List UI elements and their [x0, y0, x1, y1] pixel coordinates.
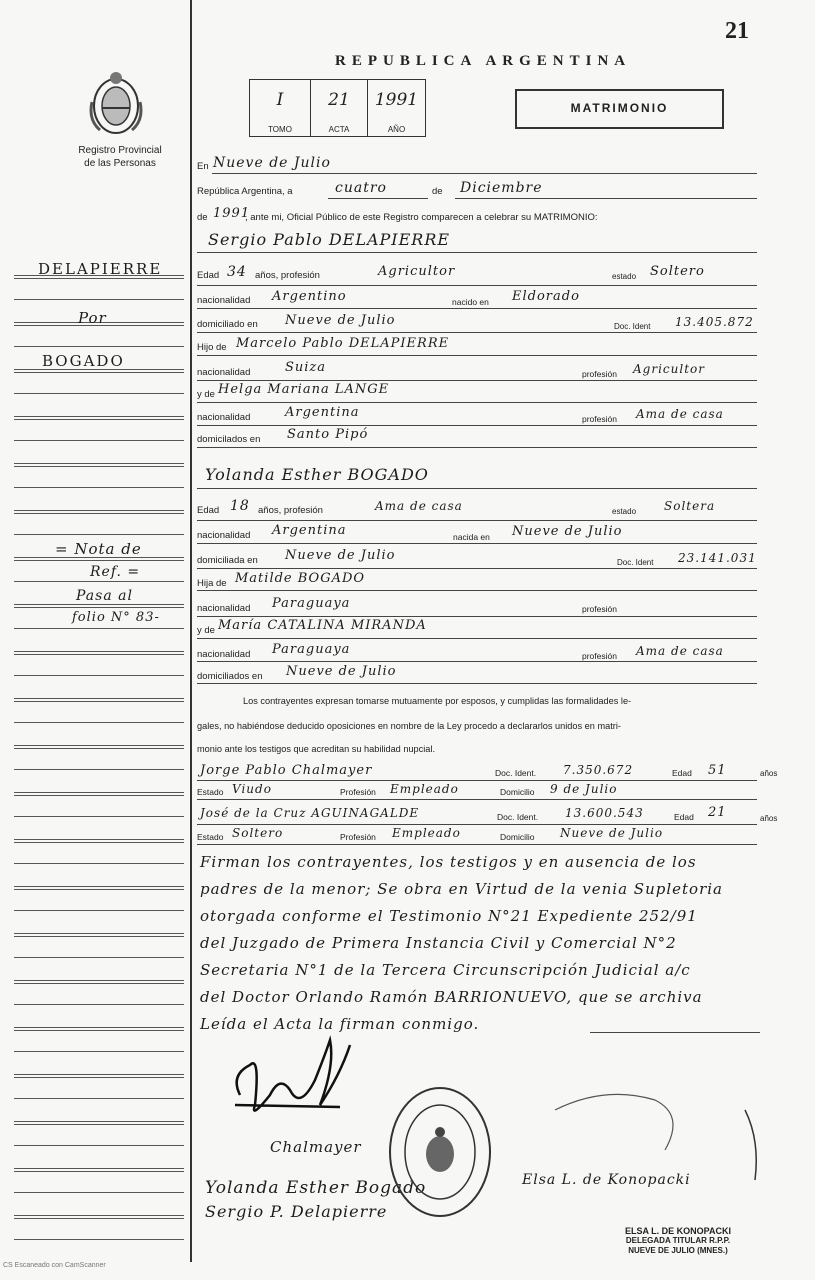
margin-rule	[14, 393, 184, 394]
groom-padre-prof: Agricultor	[633, 362, 705, 376]
bride-padre-nac: Paraguaya	[272, 596, 351, 611]
bride-estado-label: estado	[612, 507, 637, 516]
officer-place: NUEVE DE JULIO (MNES.)	[628, 1246, 728, 1255]
witness2-dom-label: Domicilio	[500, 832, 535, 842]
bride-name: Yolanda Esther BOGADO	[205, 465, 429, 484]
groom-dom-label: domiciliado en	[197, 319, 258, 330]
bride-padre-nac-label: nacionalidad	[197, 603, 251, 614]
margin-rule	[14, 792, 184, 796]
witness1-dom: 9 de Julio	[550, 782, 618, 796]
margin-rule	[14, 346, 184, 347]
margin-rule	[14, 510, 184, 514]
margin-rule	[14, 933, 184, 937]
witness2-prof-label: Profesión	[340, 832, 376, 842]
margin-rule	[14, 1121, 184, 1125]
margin-surname-1: DELAPIERRE	[38, 260, 163, 278]
bride-nacida-label: nacida en	[453, 532, 490, 542]
witness2-edad: 21	[708, 805, 727, 820]
registry-line-1: Registro Provincial	[78, 145, 162, 156]
groom-padre-nac-label: nacionalidad	[197, 367, 251, 378]
bride-profesion: Ama de casa	[375, 499, 463, 513]
groom-estado-label: estado	[612, 272, 637, 281]
intro-place: Nueve de Julio	[213, 155, 331, 171]
witness2-anios: años	[760, 814, 778, 823]
groom-doc-label: Doc. Ident	[614, 322, 651, 331]
margin-divider	[190, 0, 192, 1262]
officer-stamp	[598, 1226, 758, 1256]
acta-value: 21	[328, 90, 350, 110]
scanner-watermark: CS Escaneado con CamScanner	[3, 1262, 106, 1269]
margin-rule	[14, 1145, 184, 1146]
witness1-edad: 51	[708, 763, 727, 778]
notes-line-5: Secretaria N°1 de la Tercera Circunscripción Judicial a/c	[200, 961, 691, 979]
witness2-name: José de la Cruz AGUINAGALDE	[200, 806, 420, 820]
margin-rule	[14, 839, 184, 843]
groom-madre: Helga Mariana LANGE	[218, 382, 390, 397]
witness2-estado-label: Estado	[197, 832, 224, 842]
witness1-doc: 7.350.672	[563, 763, 634, 777]
groom-madre-prof: Ama de casa	[636, 407, 724, 421]
witness2-doc: 13.600.543	[565, 806, 644, 820]
margin-rule	[14, 980, 184, 984]
intro-de2: de	[197, 212, 208, 223]
margin-rule	[14, 651, 184, 655]
bride-anios-prof: años, profesión	[258, 505, 323, 516]
margin-rule	[14, 1239, 184, 1240]
doc-type-box	[515, 89, 724, 129]
bride-edad: 18	[230, 498, 250, 514]
bride-nac-label: nacionalidad	[197, 530, 251, 541]
margin-rule	[14, 1168, 184, 1172]
witness1-doc-label: Doc. Ident.	[495, 768, 537, 778]
witness1-dom-label: Domicilio	[500, 787, 535, 797]
witness1-edad-label: Edad	[672, 768, 692, 778]
bride-padre: Matilde BOGADO	[235, 571, 366, 586]
acta-cell	[311, 80, 368, 136]
groom-hijo-label: Hijo de	[197, 342, 227, 353]
margin-rule	[14, 581, 184, 582]
tomo-cell	[250, 80, 311, 136]
bride-hija-label: Hija de	[197, 578, 227, 589]
groom-nacionalidad: Argentino	[272, 289, 347, 304]
notes-line-6: del Doctor Orlando Ramón BARRIONUEVO, que se archiva	[200, 988, 703, 1006]
margin-rule	[14, 1098, 184, 1099]
margin-rule	[14, 1192, 184, 1193]
witness1-estado: Viudo	[232, 782, 272, 796]
bride-doc: 23.141.031	[678, 551, 757, 565]
intro-text: , ante mi, Oficial Público de este Registro comparecen a celebrar su MATRIMONIO:	[245, 212, 598, 223]
registry-name	[55, 144, 185, 170]
officer-name: ELSA L. DE KONOPACKI	[624, 1226, 731, 1236]
groom-edad: 34	[227, 264, 247, 280]
groom-nac-label: nacionalidad	[197, 295, 251, 306]
witness2-estado: Soltero	[232, 826, 284, 840]
groom-name: Sergio Pablo DELAPIERRE	[208, 230, 451, 249]
groom-madre-label: y de	[197, 389, 215, 400]
groom-nacido-label: nacido en	[452, 297, 489, 307]
official-seal-icon	[385, 1082, 495, 1222]
witness1-prof: Empleado	[390, 782, 459, 796]
groom-padre: Marcelo Pablo DELAPIERRE	[236, 336, 450, 351]
intro-day: cuatro	[335, 180, 387, 196]
country-title: REPUBLICA ARGENTINA	[335, 53, 632, 69]
groom-padres-dom: Santo Pipó	[287, 427, 369, 442]
act-box	[249, 79, 426, 137]
margin-rule	[14, 1074, 184, 1078]
margin-rule	[14, 816, 184, 817]
margin-rule	[14, 863, 184, 864]
witness1-anios: años	[760, 769, 778, 778]
margin-rule	[14, 886, 184, 890]
margin-rule	[14, 957, 184, 958]
intro-month: Diciembre	[460, 180, 543, 196]
intro-rep: República Argentina, a	[197, 186, 293, 197]
groom-padre-prof-label: profesión	[582, 369, 617, 379]
margin-rule	[14, 745, 184, 749]
notes-line-2: padres de la menor; Se obra en Virtud de la venia Supletoria	[200, 880, 723, 898]
margin-rule	[14, 675, 184, 676]
witness1-name: Jorge Pablo Chalmayer	[200, 763, 373, 778]
margin-rule	[14, 534, 184, 535]
groom-nacido: Eldorado	[512, 289, 580, 304]
page-number: 21	[725, 18, 749, 44]
groom-estado: Soltero	[650, 264, 705, 279]
notes-line-3: otorgada conforme el Testimonio N°21 Expediente 252/91	[200, 907, 698, 925]
margin-rule	[14, 769, 184, 770]
officer-signature: Elsa L. de Konopacki	[522, 1172, 691, 1188]
groom-padre-nac: Suiza	[285, 360, 327, 375]
bride-padre-prof-label: profesión	[582, 604, 617, 614]
groom-edad-label: Edad	[197, 270, 220, 281]
margin-rule	[14, 722, 184, 723]
groom-madre-prof-label: profesión	[582, 414, 617, 424]
bride-dom-label: domiciliada en	[197, 555, 258, 566]
signature-bride: Yolanda Esther Bogado	[205, 1178, 427, 1198]
margin-note-4: folio N° 83-	[72, 610, 160, 625]
groom-doc: 13.405.872	[675, 315, 754, 329]
bride-nacida: Nueve de Julio	[512, 524, 623, 539]
witness2-doc-label: Doc. Ident.	[497, 812, 539, 822]
bride-madre-nac: Paraguaya	[272, 642, 351, 657]
statement-line-1: Los contrayentes expresan tomarse mutuamente por esposos, y cumplidas las formalidades le-	[243, 696, 632, 706]
margin-rule	[14, 1051, 184, 1052]
bride-estado: Soltera	[664, 499, 716, 513]
groom-padres-dom-label: domicilados en	[197, 434, 261, 445]
intro-en: En	[197, 161, 209, 172]
notes-line-4: del Juzgado de Primera Instancia Civil y Comercial N°2	[200, 934, 677, 952]
intro-de: de	[432, 186, 443, 197]
bride-nacionalidad: Argentina	[272, 523, 347, 538]
margin-note-1: = Nota de	[55, 540, 142, 558]
signature-groom-scribble	[220, 1035, 370, 1125]
margin-note-3: Pasa al	[76, 588, 133, 604]
groom-profesion: Agricultor	[378, 264, 456, 279]
registry-line-2: de las Personas	[84, 158, 156, 169]
groom-domicilio: Nueve de Julio	[285, 313, 396, 328]
bride-padres-dom: Nueve de Julio	[286, 664, 397, 679]
notes-line-7: Leída el Acta la firman conmigo.	[200, 1015, 480, 1033]
acta-label: ACTA	[328, 125, 350, 134]
signature-groom: Sergio P. Delapierre	[205, 1202, 388, 1221]
statement-line-3: monio ante los testigos que acreditan su habilidad nupcial.	[197, 744, 436, 754]
margin-rule	[14, 604, 184, 608]
margin-rule	[14, 1215, 184, 1219]
margin-rule	[14, 698, 184, 702]
margin-rule	[14, 487, 184, 488]
witness1-estado-label: Estado	[197, 787, 224, 797]
officer-title: DELEGADA TITULAR R.P.P.	[625, 1236, 731, 1245]
tomo-value: I	[276, 90, 284, 110]
bride-edad-label: Edad	[197, 505, 220, 516]
bride-madre-nac-label: nacionalidad	[197, 649, 251, 660]
intro-year: 1991	[213, 206, 251, 221]
margin-surname-2: BOGADO	[42, 352, 125, 370]
margin-note-2: Ref. =	[90, 564, 141, 580]
margin-rule	[14, 628, 184, 629]
notes-line-1: Firman los contrayentes, los testigos y en ausencia de los	[200, 853, 697, 871]
groom-anios-prof: años, profesión	[255, 270, 320, 281]
witness2-dom: Nueve de Julio	[560, 826, 664, 840]
margin-rule	[14, 910, 184, 911]
bride-madre-label: y de	[197, 625, 215, 636]
groom-madre-nac: Argentina	[285, 405, 360, 420]
bride-doc-label: Doc. Ident	[617, 558, 654, 567]
margin-rule	[14, 416, 184, 420]
margin-rule	[14, 299, 184, 300]
witness2-edad-label: Edad	[674, 812, 694, 822]
ano-cell	[368, 80, 425, 136]
margin-rule	[14, 1027, 184, 1031]
tomo-label: TOMO	[268, 125, 292, 134]
margin-rule	[14, 1004, 184, 1005]
groom-madre-nac-label: nacionalidad	[197, 412, 251, 423]
left-margin	[0, 0, 190, 1260]
ano-label: AÑO	[387, 125, 406, 134]
ano-value: 1991	[374, 90, 419, 110]
bride-padres-dom-label: domiciliados en	[197, 671, 263, 682]
bride-madre-prof: Ama de casa	[636, 644, 724, 658]
witness1-prof-label: Profesión	[340, 787, 376, 797]
margin-por: Por	[78, 309, 107, 327]
bride-madre: María CATALINA MIRANDA	[218, 618, 427, 633]
bride-domicilio: Nueve de Julio	[285, 548, 396, 563]
witness2-prof: Empleado	[392, 826, 461, 840]
margin-rule	[14, 440, 184, 441]
doc-type: MATRIMONIO	[570, 101, 669, 115]
margin-rule	[14, 463, 184, 467]
statement-line-2: gales, no habiéndose deducido oposiciones en nombre de la Ley procedo a declararlos unidos en matri-	[197, 721, 621, 731]
bride-madre-prof-label: profesión	[582, 651, 617, 661]
coat-of-arms-icon	[86, 68, 146, 136]
signature-witness-1: Chalmayer	[270, 1138, 362, 1156]
